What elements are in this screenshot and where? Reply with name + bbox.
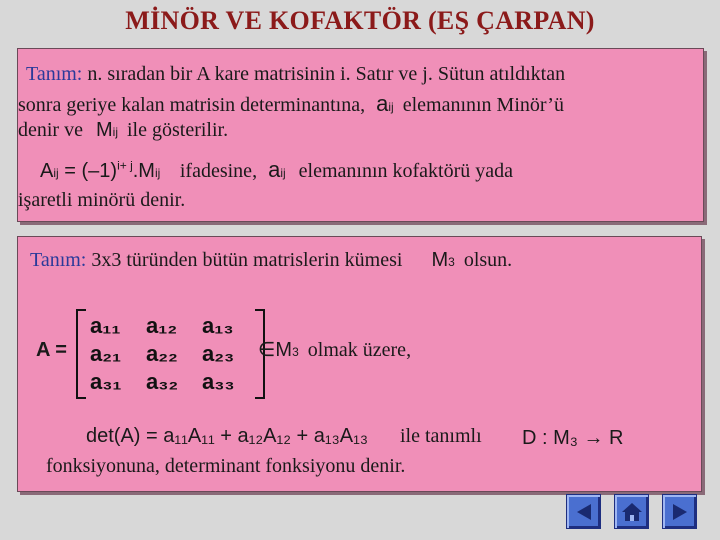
- cofactor-formula-line: Aij = $(-1)^{i+ j}.Mij$ ifadesine, aij elemanının kofaktörü yada: [40, 157, 514, 182]
- definition-box-determinant: [17, 236, 702, 492]
- cofactor-formula: Aij = $(-1)^{i+ j}.Mij$: [40, 158, 161, 182]
- mapping-d: D : M₃ → R: [522, 427, 624, 449]
- definition-line-1: Tanım: n. sıradan bir A kare matrisinin i. Satır ve j. Sütun atıldıktan: [26, 63, 566, 85]
- determinant-formula: det(A) = a₁₁A₁₁ + a₁₂A₁₂ + a₁₃A₁₃: [86, 425, 369, 447]
- matrix-lhs: A =: [36, 339, 67, 361]
- aij-symbol: aij: [376, 91, 394, 116]
- matrix-cell: a₃₁: [90, 369, 122, 394]
- home-icon: [620, 501, 644, 523]
- home-button[interactable]: [614, 494, 649, 529]
- mij-symbol: Mij: [95, 119, 118, 141]
- definition2-line-1: Tanım: 3x3 türünden bütün matrislerin kümesi M3 olsun.: [30, 249, 513, 271]
- definition-box-minor: [17, 48, 704, 222]
- aij-symbol-2: aij: [268, 157, 286, 182]
- matrix-cell: a₁₃: [202, 313, 234, 338]
- definition-label: Tanım:: [26, 63, 83, 85]
- matrix-cell: a₃₂: [146, 369, 179, 394]
- det-post-text: ile tanımlı: [400, 425, 482, 447]
- prev-slide-button[interactable]: [566, 494, 601, 529]
- matrix-condition: ∈M3 olmak üzere,: [258, 339, 412, 361]
- definition-line-3: denir ve Mij ile gösterilir.: [18, 119, 229, 141]
- matrix-cell: a₁₁: [90, 313, 121, 338]
- definition2-label: Tanım:: [30, 249, 87, 271]
- definition-line-5: işaretli minörü denir.: [18, 189, 186, 211]
- right-arrow-icon: [669, 501, 691, 523]
- m3-symbol: M3: [431, 249, 455, 271]
- left-arrow-icon: [573, 501, 595, 523]
- matrix-cell: a₂₂: [146, 341, 178, 366]
- matrix-cell: a₂₃: [202, 341, 235, 366]
- page-title: MİNÖR VE KOFAKTÖR (EŞ ÇARPAN): [125, 6, 595, 35]
- matrix-cell: a₂₁: [90, 341, 122, 366]
- definition-line-2: sonra geriye kalan matrisin determinantına, aij elemanının Minör’ü: [18, 91, 564, 116]
- element-of-m3: ∈M3: [258, 339, 299, 361]
- matrix-cell: a₃₃: [202, 369, 235, 394]
- matrix-left-bracket: [76, 309, 86, 399]
- definition2-last-line: fonksiyonuna, determinant fonksiyonu denir.: [46, 455, 406, 477]
- matrix-cell: a₁₂: [146, 313, 178, 338]
- next-slide-button[interactable]: [662, 494, 697, 529]
